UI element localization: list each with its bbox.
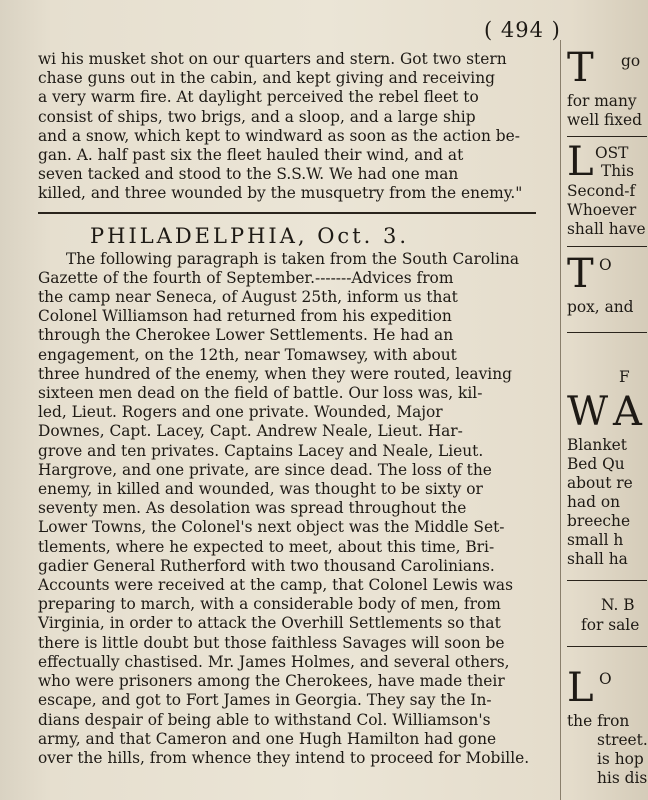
text-line: seventy men. As desolation was spread throughout the <box>38 499 467 518</box>
ad-divider <box>567 332 647 333</box>
text-line: killed, and three wounded by the musquetry from the enemy." <box>38 184 523 203</box>
ad-6-line: the fron <box>567 712 630 730</box>
text-line: Accounts were received at the camp, that Colonel Lewis was <box>38 576 513 595</box>
text-line: army, and that Cameron and one Hugh Hamilton had gone <box>38 729 497 748</box>
text-line: The following paragraph is taken from the South Carolina <box>66 249 520 268</box>
right-column-advertisements <box>560 40 648 800</box>
ad-3-line: pox, and <box>567 298 634 316</box>
ad-6-line: O <box>599 670 612 688</box>
text-line: Lower Towns, the Colonel's next object was the Middle Set- <box>38 518 505 537</box>
text-line: escape, and got to Fort James in Georgia. They say the In- <box>38 691 492 710</box>
ad-block-6 <box>567 665 612 711</box>
ad-block-3 <box>567 251 612 297</box>
text-line: Downes, Capt. Lacey, Capt. Andrew Neale, Lieut. Har- <box>38 422 463 441</box>
text-line: consist of ships, two brigs, and a sloop, and a large ship <box>38 107 476 126</box>
ad-3-line: O <box>599 256 612 274</box>
dateline: PHILADELPHIA, Oct. 3. <box>90 223 410 248</box>
text-line: preparing to march, with a considerable body of men, from <box>38 595 501 614</box>
ad-1-line: for many <box>567 92 637 110</box>
ad-6-line: street. <box>597 731 648 749</box>
text-line: who were prisoners among the Cherokees, have made their <box>38 672 505 691</box>
ad-6-line: is hop <box>597 750 644 768</box>
ad-divider <box>567 246 647 247</box>
text-line: sixteen men dead on the field of battle. Our loss was, kil- <box>38 384 483 403</box>
ad-4-line: F <box>619 368 630 386</box>
text-line: Hargrove, and one private, are since dead. The loss of the <box>38 460 492 479</box>
article-paragraph <box>38 250 558 768</box>
text-line: the camp near Seneca, of August 25th, inform us that <box>38 288 458 307</box>
text-line: dians despair of being able to withstand Col. Williamson's <box>38 710 491 729</box>
ad-block-1 <box>567 45 641 91</box>
main-column <box>38 50 558 768</box>
ad-6-line: his dis <box>597 769 648 787</box>
ad-4-line: Blanket <box>567 436 627 454</box>
text-line: Colonel Williamson had returned from his expedition <box>38 307 452 326</box>
text-line: tlements, where he expected to meet, about this time, Bri- <box>38 537 495 556</box>
ad-4-line: shall ha <box>567 550 628 568</box>
text-line: effectually chastised. Mr. James Holmes, and several others, <box>38 652 510 671</box>
text-line: led, Lieut. Rogers and one private. Wounded, Major <box>38 403 443 422</box>
section-divider <box>38 212 536 214</box>
text-line: a very warm fire. At daylight perceived the rebel fleet to <box>38 88 479 107</box>
text-line: seven tacked and stood to the S.S.W. We had one man <box>38 165 459 184</box>
text-line: three hundred of the enemy, when they were routed, leaving <box>38 364 512 383</box>
page-number: ( 494 ) <box>484 18 561 42</box>
text-line: gan. A. half past six the fleet hauled their wind, and at <box>38 146 464 165</box>
text-line: chase guns out in the cabin, and kept giving and receiving <box>38 69 495 88</box>
text-line: enemy, in killed and wounded, was thought to be sixty or <box>38 480 483 499</box>
ad-5-line: for sale <box>581 616 640 634</box>
text-line: wi his musket shot on our quarters and stern. Got two stern <box>38 50 507 68</box>
ad-6-initial: L <box>567 665 594 711</box>
ad-2-line: OST <box>595 144 629 162</box>
ad-4-line: about re <box>567 474 633 492</box>
ad-1-line: well fixed <box>567 111 642 129</box>
ad-block-2 <box>567 139 634 185</box>
ad-3-initial: T <box>567 251 594 297</box>
ad-4-line: Bed Qu <box>567 455 625 473</box>
ad-divider <box>567 580 647 581</box>
ad-2-line: Whoever <box>567 201 637 219</box>
text-line: Virginia, in order to attack the Overhill Settlements so that <box>38 614 501 633</box>
intro-paragraph <box>38 50 558 204</box>
ad-5-line: N. B <box>601 596 635 614</box>
ad-4-line: A <box>613 389 642 435</box>
ad-4-initial: W <box>567 389 609 435</box>
text-line: over the hills, from whence they intend to proceed for Mobille. <box>38 748 530 767</box>
ad-4-line: small h <box>567 531 624 549</box>
ad-1-initial: T <box>567 45 594 91</box>
ad-divider <box>567 136 647 137</box>
ad-2-line: This <box>601 162 634 180</box>
ad-2-initial: L <box>567 139 594 185</box>
text-line: gadier General Rutherford with two thousand Carolinians. <box>38 556 495 575</box>
text-line: Gazette of the fourth of September.-------Advices from <box>38 268 454 287</box>
text-line: engagement, on the 12th, near Tomawsey, with about <box>38 345 457 364</box>
ad-4-line: had on <box>567 493 621 511</box>
ad-4-line: breeche <box>567 512 631 530</box>
ad-1-line: go <box>621 52 641 70</box>
text-line: there is little doubt but those faithless Savages will soon be <box>38 633 505 652</box>
ad-block-4 <box>567 389 642 435</box>
text-line: and a snow, which kept to windward as soon as the action be- <box>38 126 520 145</box>
text-line: grove and ten privates. Captains Lacey and Neale, Lieut. <box>38 441 484 460</box>
ad-divider <box>567 646 647 647</box>
text-line: through the Cherokee Lower Settlements. He had an <box>38 326 454 345</box>
ad-2-line: shall have <box>567 220 646 238</box>
ad-2-line: Second-f <box>567 182 636 200</box>
